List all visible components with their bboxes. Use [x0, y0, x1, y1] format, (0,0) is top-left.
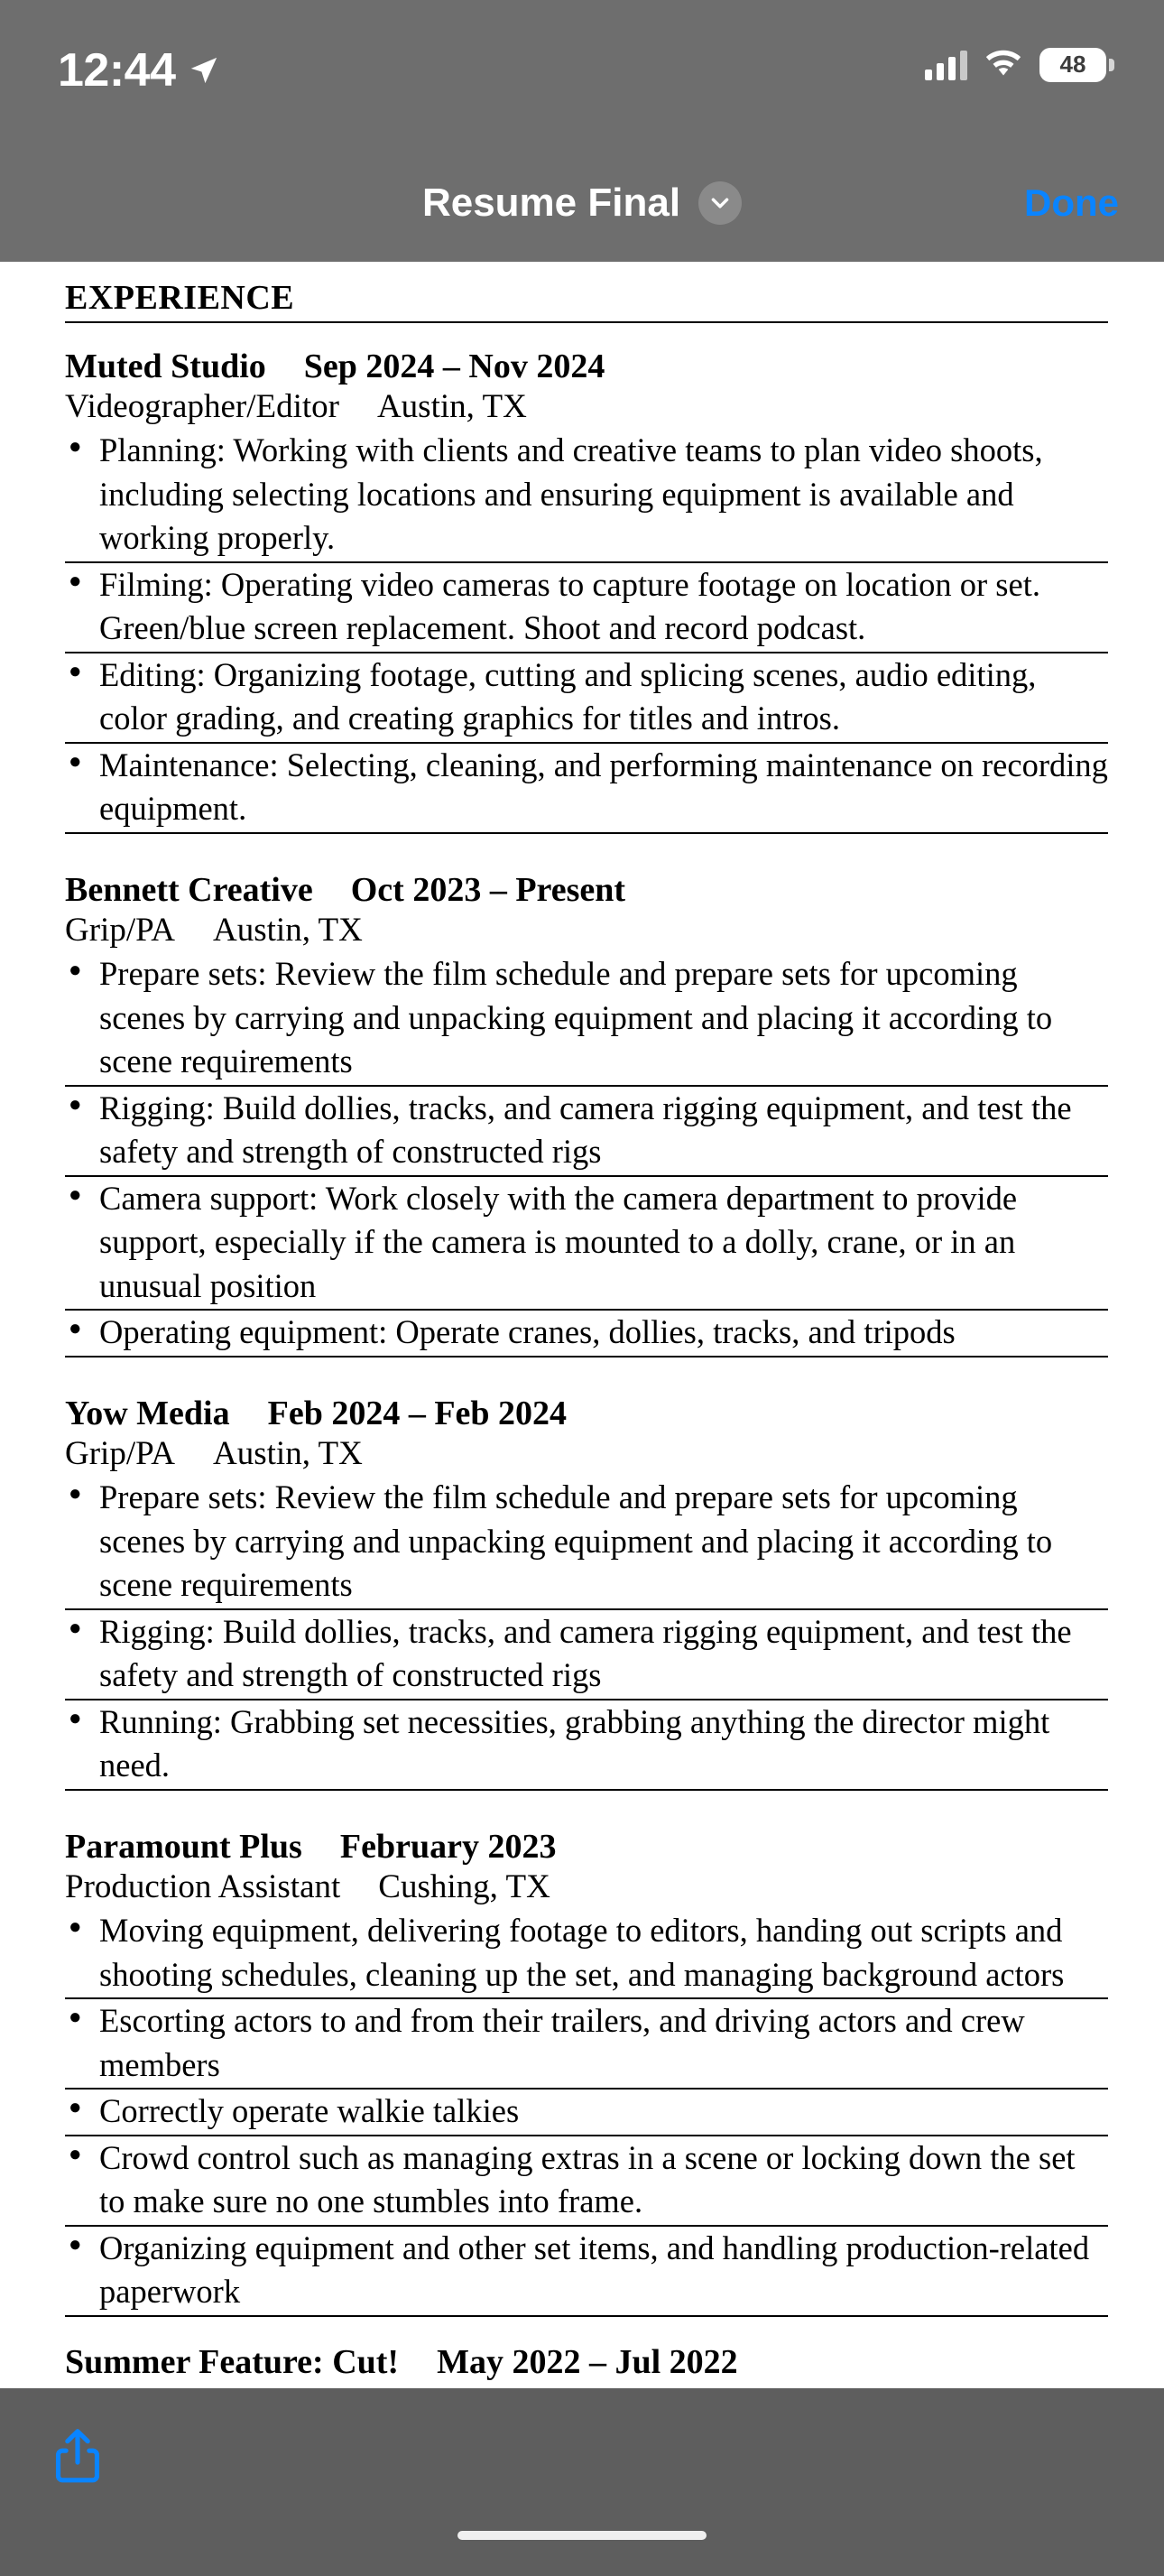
status-bar-right — [925, 47, 1106, 82]
chevron-down-icon[interactable] — [698, 181, 742, 225]
experience-subheader-row — [65, 387, 1108, 427]
experience-entry — [65, 1394, 1108, 1791]
job-title: Production Assistant — [65, 1867, 341, 1905]
employment-dates: February 2023 — [339, 1827, 557, 1866]
battery-indicator: 48 — [1039, 48, 1106, 82]
experience-header-row — [65, 347, 1108, 387]
job-title: Videographer/Editor — [65, 387, 339, 425]
experience-entry — [65, 347, 1108, 834]
list-item: ● Planning: Working with clients and creative teams to plan video shoots, including selecting locations and ensuring equipment is available and working properly. — [65, 429, 1108, 563]
experience-header-row — [65, 2342, 1108, 2383]
status-bar-left — [58, 44, 219, 97]
document-title-group[interactable] — [422, 181, 742, 226]
experience-header-row — [65, 1394, 1108, 1434]
experience-entry — [65, 1827, 1108, 2317]
employment-dates: May 2022 – Jul 2022 — [437, 2342, 738, 2381]
status-bar — [0, 0, 1164, 144]
job-title: Grip/PA — [65, 1434, 176, 1472]
list-item: ● Organizing equipment and other set items, and handling production-related paperwork — [65, 2227, 1108, 2317]
list-item: ● Camera support: Work closely with the camera department to provide support, especially if the camera is mounted to a dolly, crane, or in an unusual position — [65, 1177, 1108, 1311]
job-location: Cushing, TX — [378, 1867, 550, 1905]
spacer — [65, 1796, 1108, 1827]
wifi-icon — [984, 47, 1023, 82]
bottom-toolbar — [0, 2388, 1164, 2524]
responsibility-list — [65, 429, 1108, 834]
job-location: Austin, TX — [213, 911, 363, 949]
list-item: ● Escorting actors to and from their trailers, and driving actors and crew members — [65, 1999, 1108, 2090]
experience-header-row — [65, 1827, 1108, 1867]
list-item: ● Correctly operate walkie talkies — [65, 2090, 1108, 2136]
spacer — [65, 839, 1108, 870]
list-item: ● Prepare sets: Review the film schedule and prepare sets for upcoming scenes by carrying and unpacking equipment and placing it according to scene requirements — [65, 1476, 1108, 1610]
experience-subheader-row — [65, 1434, 1108, 1474]
responsibility-list — [65, 1476, 1108, 1791]
employment-dates: Sep 2024 – Nov 2024 — [303, 347, 605, 385]
page-title: Resume Final — [421, 181, 681, 225]
location-arrow-icon — [189, 55, 219, 86]
share-icon[interactable] — [52, 2426, 103, 2486]
job-location: Austin, TX — [213, 1434, 363, 1472]
spacer — [65, 2322, 1108, 2342]
list-item: ● Running: Grabbing set necessities, grabbing anything the director might need. — [65, 1700, 1108, 1791]
spacer — [65, 1363, 1108, 1394]
list-item: ● Moving equipment, delivering footage to editors, handing out scripts and shooting schedules, cleaning up the set, and managing background actors — [65, 1909, 1108, 1999]
company-name: Summer Feature: Cut! — [65, 2342, 400, 2381]
section-heading-experience: EXPERIENCE — [65, 278, 1108, 323]
employment-dates: Oct 2023 – Present — [350, 871, 626, 909]
company-name: Muted Studio — [65, 347, 266, 385]
home-indicator-area — [0, 2524, 1164, 2576]
job-location: Austin, TX — [376, 387, 527, 425]
experience-subheader-row — [65, 1867, 1108, 1907]
cellular-signal-icon — [925, 50, 967, 80]
status-time: 12:44 — [58, 44, 176, 97]
company-name: Paramount Plus — [65, 1827, 302, 1866]
responsibility-list — [65, 1909, 1108, 2317]
list-item: ● Rigging: Build dollies, tracks, and camera rigging equipment, and test the safety and strength of constructed rigs — [65, 1087, 1108, 1177]
list-item: ● Prepare sets: Review the film schedule and prepare sets for upcoming scenes by carrying and unpacking equipment and placing it according to scene requirements — [65, 952, 1108, 1087]
experience-entry — [65, 2342, 1108, 2383]
navigation-bar — [0, 144, 1164, 262]
experience-subheader-row — [65, 911, 1108, 950]
experience-entry — [65, 870, 1108, 1357]
done-button[interactable]: Done — [1024, 181, 1119, 224]
list-item: ● Maintenance: Selecting, cleaning, and performing maintenance on recording equipment. — [65, 744, 1108, 834]
experience-header-row — [65, 870, 1108, 911]
list-item: ● Editing: Organizing footage, cutting and splicing scenes, audio editing, color grading, and creating graphics for titles and intros. — [65, 653, 1108, 744]
employment-dates: Feb 2024 – Feb 2024 — [267, 1395, 568, 1432]
company-name: Yow Media — [65, 1395, 230, 1432]
document-body[interactable] — [0, 262, 1164, 2388]
list-item: ● Rigging: Build dollies, tracks, and camera rigging equipment, and test the safety and strength of constructed rigs — [65, 1610, 1108, 1700]
list-item: ● Filming: Operating video cameras to capture footage on location or set. Green/blue screen replacement. Shoot and record podcast. — [65, 563, 1108, 653]
responsibility-list — [65, 952, 1108, 1357]
home-indicator[interactable] — [457, 2531, 707, 2540]
company-name: Bennett Creative — [65, 871, 313, 909]
list-item: ● Operating equipment: Operate cranes, dollies, tracks, and tripods — [65, 1311, 1108, 1357]
list-item: ● Crowd control such as managing extras in a scene or locking down the set to make sure no one stumbles into frame. — [65, 2136, 1108, 2227]
job-title: Grip/PA — [65, 911, 176, 949]
